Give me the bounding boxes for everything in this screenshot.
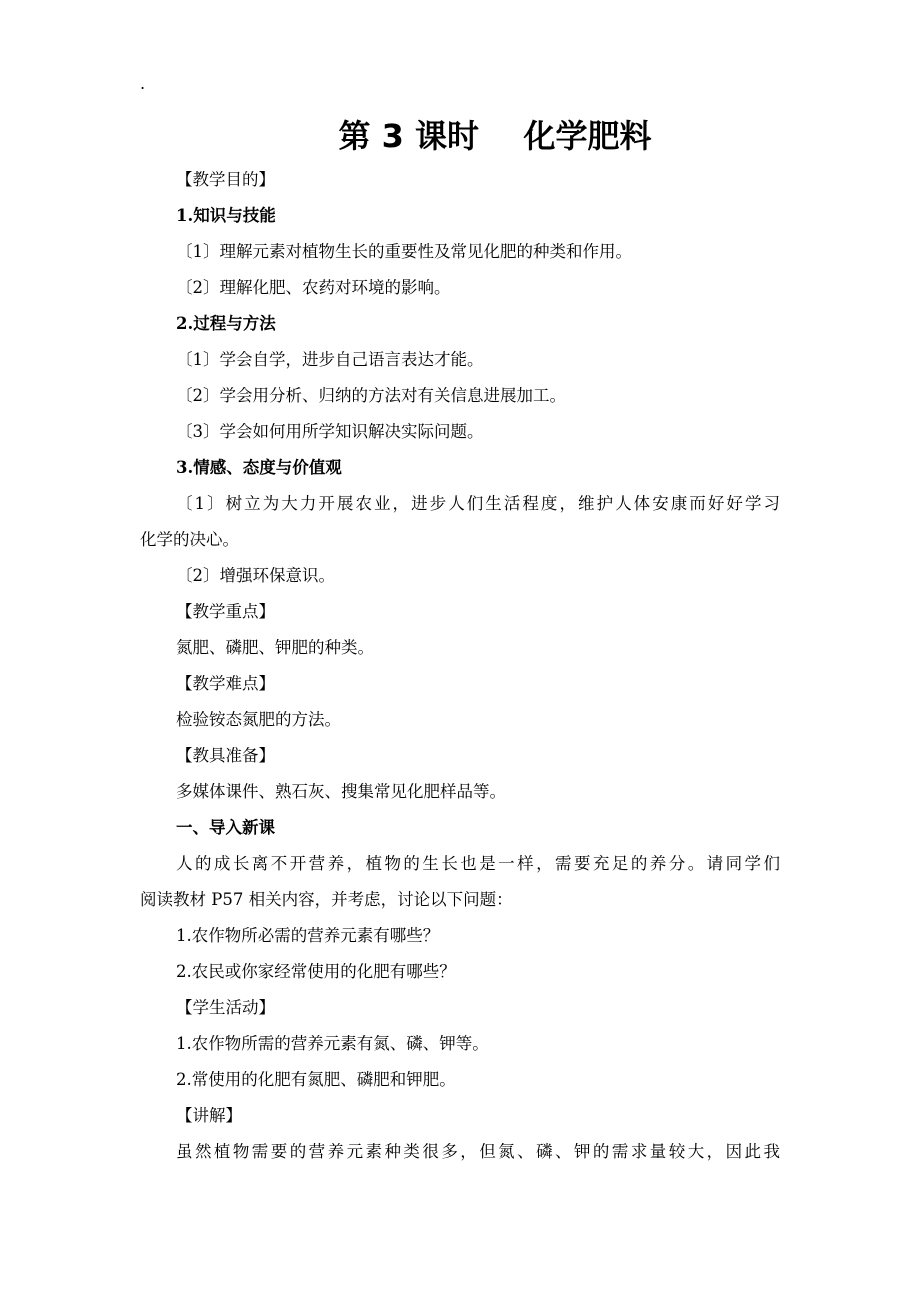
document-body (140, 162, 780, 1170)
document-line: 2.农民或你家经常使用的化肥有哪些？ (176, 962, 456, 981)
document-line: 〔2〕学会用分析、归纳的方法对有关信息进展加工。 (176, 386, 566, 405)
document-line: 〔2〕理解化肥、农药对环境的影响。 (176, 278, 451, 297)
document-line: 【讲解】 (176, 1106, 242, 1125)
document-line: 2.过程与方法 (176, 314, 276, 333)
document-line: 【教学重点】 (176, 602, 275, 621)
document-line: 〔1〕理解元素对植物生长的重要性及常见化肥的种类和作用。 (176, 242, 632, 261)
document-line: 1.知识与技能 (176, 206, 276, 225)
document-line: 多媒体课件、熟石灰、搜集常见化肥样品等。 (176, 782, 506, 801)
document-line: 【学生活动】 (176, 998, 275, 1017)
document-line: 〔3〕学会如何用所学知识解决实际问题。 (176, 422, 484, 441)
page-title: 第 3 课时 化学肥料 (338, 117, 652, 155)
document-line: 虽然植物需要的营养元素种类很多，但氮、磷、钾的需求量较大，因此我 (176, 1142, 780, 1161)
document-line: 〔1〕学会自学，进步自己语言表达才能。 (176, 350, 484, 369)
document-line: 1.农作物所必需的营养元素有哪些？ (176, 926, 440, 945)
document-line: 【教学难点】 (176, 674, 275, 693)
document-line: 【教学目的】 (176, 170, 275, 189)
document-line: 化学的决心。 (140, 530, 239, 549)
document-line: 检验铵态氮肥的方法。 (176, 710, 341, 729)
document-line: 3.情感、态度与价值观 (176, 458, 342, 477)
document-line: 1.农作物所需的营养元素有氮、磷、钾等。 (176, 1034, 489, 1053)
document-line: 氮肥、磷肥、钾肥的种类。 (176, 638, 374, 657)
document-line: 〔2〕增强环保意识。 (176, 566, 335, 585)
document-line: 2.常使用的化肥有氮肥、磷肥和钾肥。 (176, 1070, 456, 1089)
document-line: 一、导入新课 (176, 818, 275, 837)
document-line: 〔1〕树立为大力开展农业，进步人们生活程度，维护人体安康而好好学习 (176, 494, 780, 513)
document-line: 阅读教材 P57 相关内容，并考虑，讨论以下问题： (140, 890, 513, 909)
document-line: 人的成长离不开营养，植物的生长也是一样，需要充足的养分。请同学们 (176, 854, 780, 873)
document-line: 【教具准备】 (176, 746, 275, 765)
page-dot: . (140, 74, 146, 93)
